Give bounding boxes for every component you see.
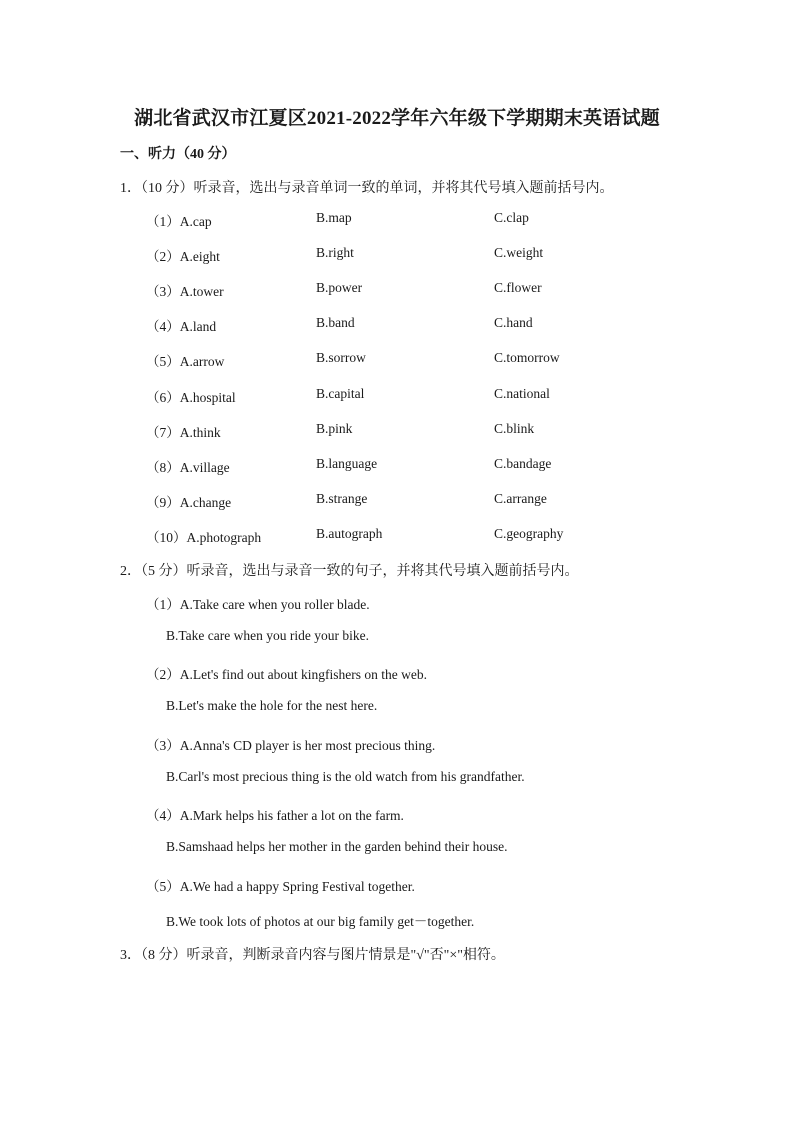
option-a: （3）A.tower [146,284,224,299]
sentence-a: （1）A.Take care when you roller blade. [146,597,370,612]
question-2-instruction: 2．（5 分）听录音，选出与录音一致的句子，并将其代号填入题前括号内。 [120,564,579,579]
section-heading-listening: 一、听力（40 分） [120,147,236,162]
option-a: （9）A.change [146,495,232,510]
option-c: C.tomorrow [494,350,560,365]
sentence-a: （2）A.Let's find out about kingfishers on the web. [146,667,428,682]
option-a: （2）A.eight [146,249,220,264]
option-c: C.clap [494,210,529,225]
sentence-a: （4）A.Mark helps his father a lot on the farm. [146,808,404,823]
option-b: B.power [316,280,363,295]
option-c: C.weight [494,245,544,260]
option-c: C.bandage [494,456,552,471]
option-a: （4）A.land [146,319,217,334]
option-c: C.blink [494,421,535,436]
sentence-b: B.We took lots of photos at our big family get－together. [166,914,475,929]
option-a: （8）A.village [146,460,230,475]
option-a: （1）A.cap [146,214,212,229]
sentence-a: （3）A.Anna's CD player is her most precious thing. [146,738,436,753]
option-c: C.hand [494,315,533,330]
page-title: 湖北省武汉市江夏区2021-2022学年六年级下学期期末英语试题 [134,108,660,129]
option-a: （6）A.hospital [146,390,236,405]
option-b: B.strange [316,491,368,506]
option-a: （10）A.photograph [146,530,262,545]
option-b: B.map [316,210,352,225]
option-b: B.right [316,245,354,260]
sentence-b: B.Samshaad helps her mother in the garden behind their house. [166,839,508,854]
option-b: B.autograph [316,526,383,541]
option-b: B.band [316,315,355,330]
option-a: （7）A.think [146,425,221,440]
option-b: B.pink [316,421,353,436]
question-3-instruction: 3．（8 分）听录音，判断录音内容与图片情景是"√"否"×"相符。 [120,948,505,963]
sentence-b: B.Let's make the hole for the nest here. [166,698,378,713]
option-a: （5）A.arrow [146,354,225,369]
option-c: C.flower [494,280,542,295]
option-b: B.sorrow [316,350,366,365]
option-c: C.arrange [494,491,547,506]
sentence-b: B.Carl's most precious thing is the old watch from his grandfather. [166,769,525,784]
option-c: C.geography [494,526,564,541]
sentence-b: B.Take care when you ride your bike. [166,628,369,643]
option-b: B.capital [316,386,365,401]
option-c: C.national [494,386,550,401]
option-b: B.language [316,456,378,471]
sentence-a: （5）A.We had a happy Spring Festival together. [146,879,415,894]
question-1-instruction: 1．（10 分）听录音，选出与录音单词一致的单词，并将其代号填入题前括号内。 [120,181,614,196]
